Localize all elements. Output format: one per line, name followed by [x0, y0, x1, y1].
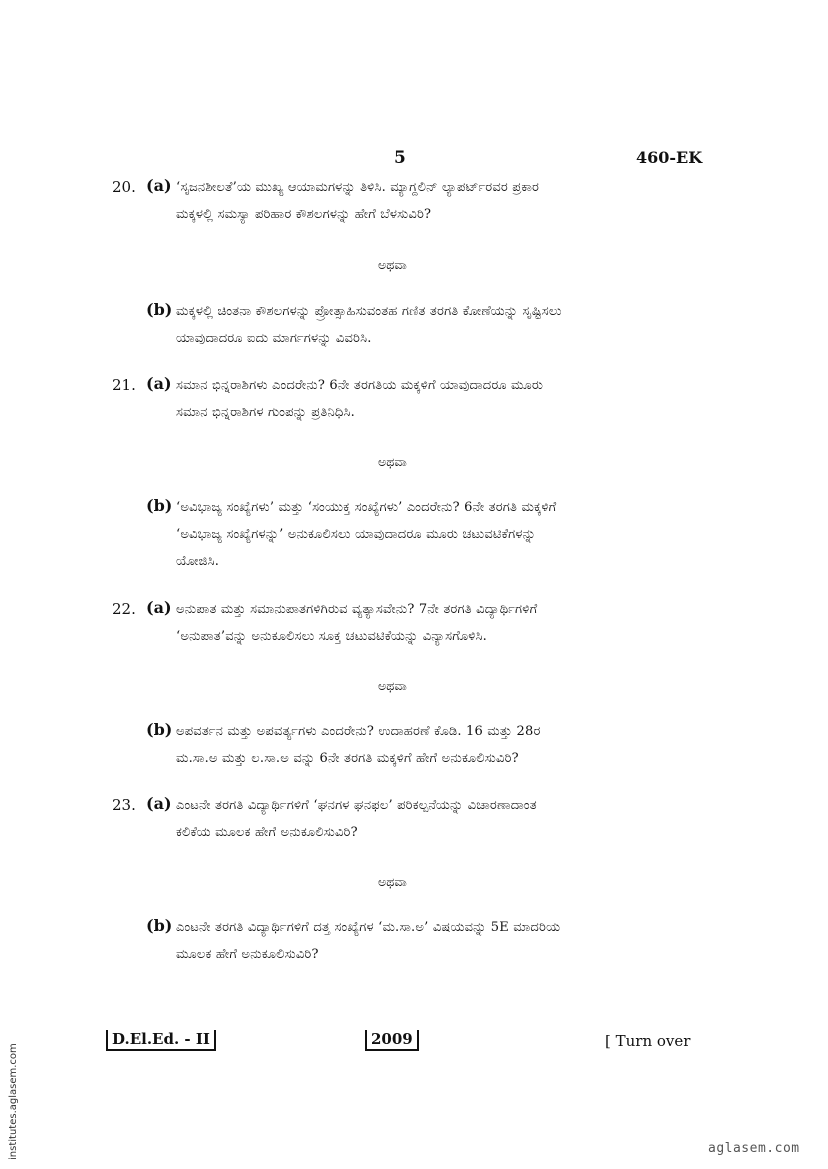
part-label-b: (b) [146, 496, 173, 515]
turn-over-label: [ Turn over [605, 1032, 691, 1050]
part-label-b: (b) [146, 300, 173, 319]
question-text-line: ಎಂಟನೇ ತರಗತಿ ವಿದ್ಯಾರ್ಥಿಗಳಿಗೆ ದತ್ತ ಸಂಖ್ಯೆಗಳ ‘ಮ.ಸಾ.ಅ’ ವಿಷಯವನ್ನು 5E ಮಾದರಿಯ [176, 920, 561, 935]
question-text-line: ಮ.ಸಾ.ಅ ಮತ್ತು ಲ.ಸಾ.ಅ ವನ್ನು 6ನೇ ತರಗತಿ ಮಕ್ಕಳಿಗೆ ಹೇಗೆ ಅನುಕೂಲಿಸುವಿರಿ? [176, 751, 519, 766]
question-number: 20. [112, 178, 136, 196]
question-text-line: ಯೋಜಿಸಿ. [176, 554, 220, 569]
part-label-a: (a) [146, 374, 172, 393]
question-text-line: ‘ಸೃಜನಶೀಲತೆ’ಯ ಮುಖ್ಯ ಆಯಾಮಗಳನ್ನು ತಿಳಿಸಿ. ಮ್ಯಾಗ್ದಲಿನ್ ಲ್ಯಾಪರ್ಟ್‌ರವರ ಪ್ರಕಾರ [176, 180, 540, 195]
question-text-line: ‘ಅವಿಭಾಜ್ಯ ಸಂಖ್ಯೆಗಳು’ ಮತ್ತು ‘ಸಂಯುಕ್ತ ಸಂಖ್ಯೆಗಳು’ ಎಂದರೇನು? 6ನೇ ತರಗತಿ ಮಕ್ಕಳಿಗೆ [176, 500, 557, 515]
side-watermark: institutes.aglasem.com [8, 1043, 19, 1160]
part-label-b: (b) [146, 916, 173, 935]
page-number: 5 [394, 148, 406, 168]
question-number: 22. [112, 600, 136, 618]
question-text-line: ಯಾವುದಾದರೂ ಐದು ಮಾರ್ಗಗಳನ್ನು ವಿವರಿಸಿ. [176, 331, 372, 346]
course-label: D.El.Ed. - II [106, 1030, 216, 1051]
question-text-line: ಅನುಪಾತ ಮತ್ತು ಸಮಾನುಪಾತಗಳಿಗಿರುವ ವ್ಯತ್ಯಾಸವೇನು? 7ನೇ ತರಗತಿ ವಿದ್ಯಾರ್ಥಿಗಳಿಗೆ [176, 602, 538, 617]
question-text-line: ಅಪವರ್ತನ ಮತ್ತು ಅಪವರ್ತ್ಯಗಳು ಎಂದರೇನು? ಉದಾಹರಣೆ ಕೊಡಿ. 16 ಮತ್ತು 28ರ [176, 724, 541, 739]
question-number: 21. [112, 376, 136, 394]
or-label: ಅಥವಾ [378, 678, 407, 693]
question-text-line: ಸಮಾನ ಭಿನ್ನರಾಶಿಗಳು ಎಂದರೇನು? 6ನೇ ತರಗತಿಯ ಮಕ್ಕಳಿಗೆ ಯಾವುದಾದರೂ ಮೂರು [176, 378, 544, 393]
part-label-a: (a) [146, 598, 172, 617]
or-label: ಅಥವಾ [378, 874, 407, 889]
part-label-b: (b) [146, 720, 173, 739]
part-label-a: (a) [146, 794, 172, 813]
question-text-line: ಮೂಲಕ ಹೇಗೆ ಅನುಕೂಲಿಸುವಿರಿ? [176, 947, 319, 962]
question-text-line: ಎಂಟನೇ ತರಗತಿ ವಿದ್ಯಾರ್ಥಿಗಳಿಗೆ ‘ಘನಗಳ ಘನಫಲ’ ಪರಿಕಲ್ಪನೆಯನ್ನು ವಿಚಾರಣಾದಾಂತ [176, 798, 537, 813]
part-label-a: (a) [146, 176, 172, 195]
question-text-line: ಮಕ್ಕಳಲ್ಲಿ ಸಮಸ್ಯಾ ಪರಿಹಾರ ಕೌಶಲಗಳನ್ನು ಹೇಗೆ ಬೆಳಸುವಿರಿ? [176, 207, 432, 222]
question-number: 23. [112, 796, 136, 814]
year-label: 2009 [365, 1030, 419, 1051]
question-text-line: ಕಲಿಕೆಯ ಮೂಲಕ ಹೇಗೆ ಅನುಕೂಲಿಸುವಿರಿ? [176, 825, 358, 840]
question-text-line: ‘ಅನುಪಾತ’ವನ್ನು ಅನುಕೂಲಿಸಲು ಸೂಕ್ತ ಚಟುವಟಿಕೆಯನ್ನು ವಿನ್ಯಾಸಗೊಳಿಸಿ. [176, 629, 487, 644]
question-text-line: ಸಮಾನ ಭಿನ್ನರಾಶಿಗಳ ಗುಂಪನ್ನು ಪ್ರತಿನಿಧಿಸಿ. [176, 405, 355, 420]
paper-code: 460-EK [636, 148, 703, 167]
question-text-line: ಮಕ್ಕಳಲ್ಲಿ ಚಿಂತನಾ ಕೌಶಲಗಳನ್ನು ಪ್ರೋತ್ಸಾಹಿಸುವಂತಹ ಗಣಿತ ತರಗತಿ ಕೋಣೆಯನ್ನು ಸೃಷ್ಟಿಸಲು [176, 304, 562, 319]
bottom-watermark: aglasem.com [708, 1141, 800, 1156]
or-label: ಅಥವಾ [378, 257, 407, 272]
question-text-line: ‘ಅವಿಭಾಜ್ಯ ಸಂಖ್ಯೆಗಳನ್ನು’ ಅನುಕೂಲಿಸಲು ಯಾವುದಾದರೂ ಮೂರು ಚಟುವಟಿಕೆಗಳನ್ನು [176, 527, 536, 542]
or-label: ಅಥವಾ [378, 454, 407, 469]
